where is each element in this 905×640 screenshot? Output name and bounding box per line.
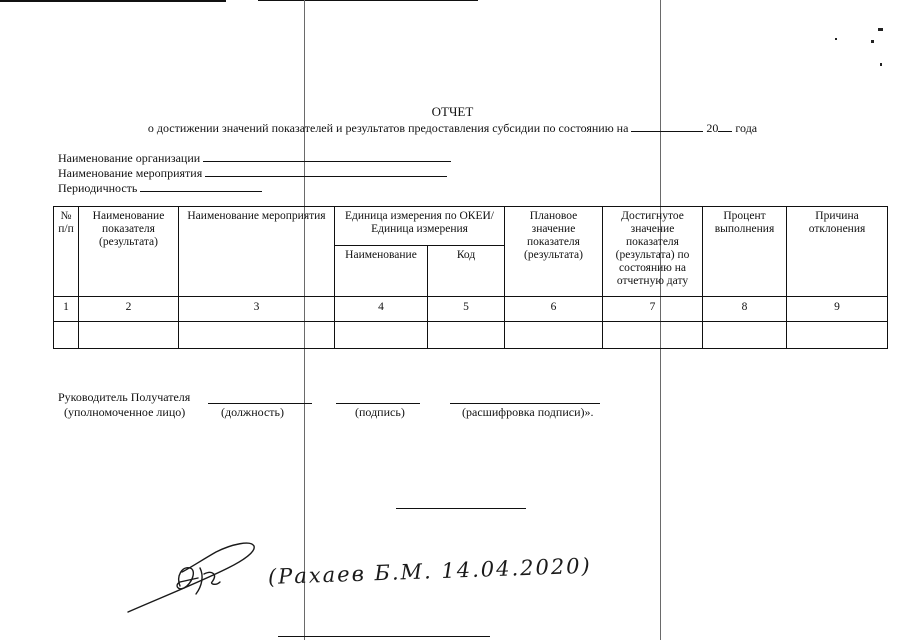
table-cell bbox=[603, 322, 703, 349]
periodicity-blank bbox=[140, 179, 262, 192]
organization-label: Наименование организации bbox=[58, 151, 201, 165]
bottom-rule bbox=[278, 636, 490, 637]
year-prefix: 20 bbox=[706, 121, 719, 135]
position-label: (должность) bbox=[221, 405, 284, 419]
header-indicator: Наименование показателя (результата) bbox=[79, 207, 179, 297]
header-unit-name: Наименование bbox=[335, 246, 428, 297]
report-subtitle bbox=[0, 119, 905, 135]
scan-speck bbox=[878, 28, 883, 31]
periodicity-label: Периодичность bbox=[58, 181, 138, 195]
report-table bbox=[53, 206, 888, 349]
header-reason: Причина отклонения bbox=[787, 207, 888, 297]
scan-speck bbox=[871, 40, 874, 43]
table-cell bbox=[179, 322, 335, 349]
activity-blank bbox=[205, 164, 447, 177]
column-number: 3 bbox=[179, 297, 335, 322]
date-blank bbox=[631, 119, 703, 132]
table-cell bbox=[703, 322, 787, 349]
subtitle-text: о достижении значений показателей и результатов предоставления субсидии по состоянию на bbox=[147, 121, 629, 135]
column-number: 9 bbox=[787, 297, 888, 322]
organization-field bbox=[58, 149, 451, 165]
column-number: 2 bbox=[79, 297, 179, 322]
position-line bbox=[208, 403, 312, 404]
handwritten-note: (Рахаев Б.М. 14.04.2020) bbox=[267, 553, 593, 589]
report-title: ОТЧЕТ bbox=[431, 104, 474, 119]
organization-blank bbox=[203, 149, 451, 162]
table-cell bbox=[79, 322, 179, 349]
periodicity-field bbox=[58, 179, 262, 195]
authorized-label: (уполномоченное лицо) bbox=[64, 405, 186, 419]
column-number: 7 bbox=[603, 297, 703, 322]
header-unit-code: Код bbox=[428, 246, 505, 297]
top-rule-left bbox=[0, 0, 226, 2]
decode-line bbox=[450, 403, 600, 404]
activity-field bbox=[58, 164, 447, 180]
column-number-row bbox=[54, 297, 888, 322]
table-row-empty bbox=[54, 322, 888, 349]
table-cell bbox=[54, 322, 79, 349]
top-rule-right bbox=[258, 0, 478, 1]
head-label: Руководитель Получателя bbox=[58, 390, 191, 404]
separator-line bbox=[396, 508, 526, 509]
signature-label: (подпись) bbox=[355, 405, 405, 419]
column-number: 5 bbox=[428, 297, 505, 322]
year-blank bbox=[718, 119, 732, 132]
table-cell bbox=[505, 322, 603, 349]
handwritten-signature bbox=[120, 538, 270, 618]
activity-label: Наименование мероприятия bbox=[58, 166, 203, 180]
year-suffix: года bbox=[735, 121, 758, 135]
table-cell bbox=[787, 322, 888, 349]
table-cell bbox=[335, 322, 428, 349]
signature-line bbox=[336, 403, 420, 404]
decode-label: (расшифровка подписи)». bbox=[462, 405, 594, 419]
scan-speck bbox=[880, 63, 882, 66]
table-cell bbox=[428, 322, 505, 349]
column-number: 6 bbox=[505, 297, 603, 322]
scan-speck bbox=[835, 38, 837, 40]
header-planned: Плановое значение показателя (результата) bbox=[505, 207, 603, 297]
header-percent: Процент выполнения bbox=[703, 207, 787, 297]
column-number: 4 bbox=[335, 297, 428, 322]
column-number: 1 bbox=[54, 297, 79, 322]
header-activity: Наименование мероприятия bbox=[179, 207, 335, 297]
header-achieved: Достигнутое значение показателя (результата) по состоянию на отчетную дату bbox=[603, 207, 703, 297]
table-header-row bbox=[54, 207, 888, 246]
column-number: 8 bbox=[703, 297, 787, 322]
header-num: № п/п bbox=[54, 207, 79, 297]
header-unit-group: Единица измерения по ОКЕИ/Единица измерения bbox=[335, 207, 505, 246]
